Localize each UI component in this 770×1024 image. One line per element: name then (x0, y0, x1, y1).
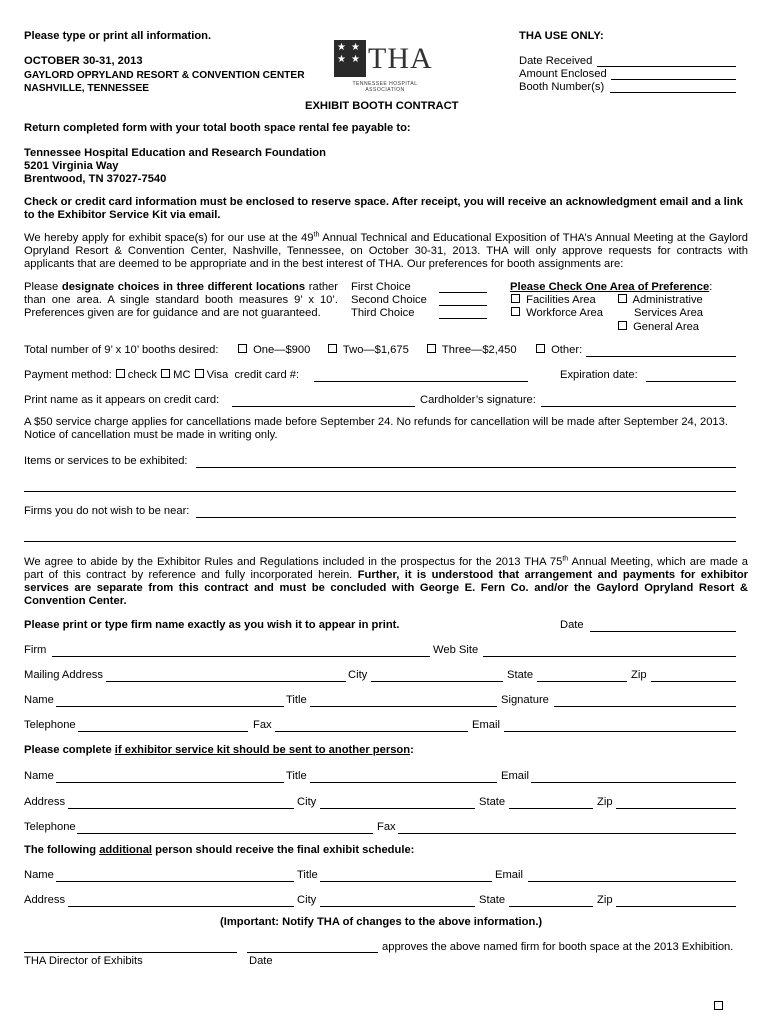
fax-label: Fax (253, 719, 272, 731)
firms-field[interactable] (196, 517, 736, 518)
kit-fax-field[interactable] (398, 833, 736, 834)
apply-text-b: Annual Technical and Educational Exposition of THA’s Annual Meeting at the Gaylord Opryland Resort & Convention Center, Nashville, Tennessee, on October 30-31, 2013. THA will only approve requests for contracts with applicants that are deemed to be appropriate and in the best interest of THA. Our preferences for booth assignments are: (24, 232, 748, 270)
first-choice-label: First Choice (351, 281, 411, 293)
agree-text-b: Annual Meeting, which are made a part of this contract by reference and fully incorporated herein. (24, 556, 748, 581)
additional-section-heading (24, 844, 414, 857)
logo-text: THA (368, 42, 433, 75)
amount-enclosed-label: Amount Enclosed (519, 68, 607, 80)
preferences-instruction (24, 281, 338, 320)
firm-city-field[interactable] (371, 681, 503, 682)
contact-name-label: Name (24, 694, 54, 706)
contact-title-label: Title (286, 694, 307, 706)
approval-text: approves the above named firm for booth space at the 2013 Exhibition. (382, 941, 734, 953)
checkbox-icon[interactable] (511, 307, 520, 316)
additional-heading-b: additional (99, 844, 153, 856)
agreement-paragraph (24, 556, 748, 608)
additional-zip-field[interactable] (616, 906, 736, 907)
cardholder-signature-label: Cardholder’s signature: (420, 394, 536, 406)
workforce-area-option[interactable] (510, 307, 603, 320)
additional-city-label: City (297, 894, 317, 906)
director-signature-field[interactable] (24, 952, 237, 953)
additional-city-field[interactable] (320, 906, 475, 907)
firm-state-label: State (507, 669, 534, 681)
firm-city-label: City (348, 669, 368, 681)
agree-sup: th (562, 555, 569, 563)
checkbox-icon[interactable] (618, 294, 627, 303)
contact-title-field[interactable] (310, 706, 497, 707)
page-checkbox[interactable] (713, 1001, 726, 1014)
director-label: THA Director of Exhibits (24, 955, 143, 967)
additional-address-field[interactable] (68, 906, 294, 907)
email-label: Email (472, 719, 500, 731)
additional-heading-a: The following (24, 844, 100, 856)
first-choice-field[interactable] (439, 292, 487, 293)
booth-one-label: One—$900 (253, 344, 311, 356)
fax-field[interactable] (275, 731, 468, 732)
items-label: Items or services to be exhibited: (24, 455, 188, 467)
application-paragraph (24, 232, 748, 271)
kit-state-label: State (479, 796, 506, 808)
return-instruction: Return completed form with your total booth space rental fee payable to: (24, 122, 411, 134)
check-notice: Check or credit card information must be enclosed to reserve space. After receipt, you will receive an acknowledgment email and a link to the Exhibitor Service Kit via email. (24, 196, 743, 221)
checkbox-icon[interactable] (328, 344, 337, 353)
kit-section-heading (24, 744, 414, 757)
address-line-3: Brentwood, TN 37027-7540 (24, 173, 167, 185)
third-choice-label: Third Choice (351, 307, 415, 319)
checkbox-icon[interactable] (427, 344, 436, 353)
kit-city-label: City (297, 796, 317, 808)
logo-star-block (334, 40, 366, 77)
firm-state-field[interactable] (537, 681, 627, 682)
firm-label: Firm (24, 644, 47, 656)
kit-heading-a: Please complete (24, 744, 115, 756)
checkbox-icon[interactable] (536, 344, 545, 353)
venue-city: NASHVILLE, TENNESSEE (24, 83, 150, 94)
second-choice-field[interactable] (439, 305, 487, 306)
area-heading-colon: : (709, 281, 713, 293)
administrative-label: Administrative (632, 294, 703, 306)
kit-zip-label: Zip (597, 796, 613, 808)
additional-name-label: Name (24, 869, 54, 881)
star-icon: ★ (351, 42, 360, 53)
amount-enclosed-field[interactable] (611, 79, 736, 80)
date-received-label: Date Received (519, 55, 593, 67)
items-field[interactable] (196, 467, 736, 468)
booth-other-option[interactable] (535, 344, 582, 357)
additional-name-field[interactable] (56, 881, 294, 882)
contact-signature-label: Signature (501, 694, 549, 706)
agree-text-a: We agree to abide by the Exhibitor Rules and Regulations included in the prospectus for the 2013 THA 75 (24, 556, 563, 568)
additional-email-label: Email (495, 869, 523, 881)
kit-city-field[interactable] (320, 808, 475, 809)
checkbox-icon[interactable] (238, 344, 247, 353)
star-icon: ★ (351, 54, 360, 65)
expiration-field[interactable] (646, 381, 736, 382)
booth-three-option[interactable] (426, 344, 517, 357)
checkbox-icon[interactable] (195, 369, 204, 378)
booth-other-label: Other: (551, 344, 583, 356)
kit-address-label: Address (24, 796, 66, 808)
mailing-address-label: Mailing Address (24, 669, 103, 681)
booth-three-label: Three—$2,450 (441, 344, 517, 356)
firm-zip-field[interactable] (651, 681, 736, 682)
kit-heading-b: if exhibitor service kit should be sent to another person (114, 744, 411, 756)
star-icon: ★ (337, 42, 346, 53)
general-area-option[interactable] (617, 321, 699, 334)
second-choice-label: Second Choice (351, 294, 427, 306)
booth-two-label: Two—$1,675 (342, 344, 409, 356)
facilities-area-option[interactable] (510, 294, 596, 307)
area-heading-text: Please Check One Area of Preference (510, 281, 710, 293)
kit-title-field[interactable] (310, 782, 497, 783)
checkbox-icon[interactable] (511, 294, 520, 303)
additional-heading-c: person should receive the final exhibit schedule: (152, 844, 415, 856)
page-title: EXHIBIT BOOTH CONTRACT (305, 100, 459, 112)
tha-use-only-label: THA USE ONLY: (519, 30, 604, 42)
date-received-field[interactable] (597, 66, 736, 67)
services-area-label: Services Area (634, 307, 704, 319)
workforce-label: Workforce Area (526, 307, 604, 319)
check-label: check (127, 369, 158, 381)
website-field[interactable] (483, 656, 736, 657)
prefs-text-b: designate choices in three different locations (61, 281, 306, 293)
additional-title-label: Title (297, 869, 318, 881)
cancellation-notice: A $50 service charge applies for cancellations made before September 24. No refunds for cancellation will be made after September 24, 2013. Notice of cancellation must be made in writing only. (24, 416, 728, 441)
agree-text-bold: Further, it is understood that arrangement and payments for exhibitor services are separate from this contract and must be concluded with George E. Fern Co. and/or the Gaylord Opryland Resort & Convention Center. (24, 569, 749, 607)
payment-method-label: Payment method: (24, 369, 112, 381)
kit-telephone-label: Telephone (24, 821, 76, 833)
booth-one-option[interactable] (237, 344, 310, 357)
additional-state-label: State (479, 894, 506, 906)
event-date: OCTOBER 30-31, 2013 (24, 55, 143, 67)
print-name-label: Print name as it appears on credit card: (24, 394, 220, 406)
booth-two-option[interactable] (327, 344, 409, 357)
kit-name-label: Name (24, 770, 54, 782)
venue-name: GAYLORD OPRYLAND RESORT & CONVENTION CENTER (24, 70, 305, 81)
area-preference-heading (510, 281, 712, 294)
payment-method-row (24, 369, 299, 382)
prefs-text-a: Please (24, 281, 62, 293)
kit-fax-label: Fax (377, 821, 396, 833)
tha-logo (334, 40, 436, 94)
checkbox-icon[interactable] (714, 1001, 723, 1010)
general-area-label: General Area (633, 321, 700, 333)
booth-numbers-label: Booth Number(s) (519, 81, 605, 93)
booth-other-field[interactable] (586, 356, 736, 357)
apply-sup: th (313, 231, 320, 239)
firm-section-heading: Please print or type firm name exactly as you wish it to appear in print. (24, 619, 400, 631)
firms-label: Firms you do not wish to be near: (24, 505, 190, 517)
telephone-field[interactable] (78, 731, 248, 732)
website-label: Web Site (433, 644, 479, 656)
credit-card-label: credit card #: (234, 369, 300, 381)
additional-email-field[interactable] (528, 881, 736, 882)
apply-text-a: We hereby apply for exhibit space(s) for our use at the 49 (24, 232, 314, 244)
additional-address-label: Address (24, 894, 66, 906)
logo-subtext: TENNESSEE HOSPITAL ASSOCIATION (352, 81, 418, 93)
approval-date-field[interactable] (247, 952, 378, 953)
kit-address-field[interactable] (68, 808, 294, 809)
cardholder-signature-field[interactable] (541, 406, 736, 407)
mailing-address-field[interactable] (106, 681, 346, 682)
address-line-2: 5201 Virginia Way (24, 160, 119, 172)
important-notice: (Important: Notify THA of changes to the above information.) (220, 916, 543, 928)
approval-date-label: Date (249, 955, 273, 967)
kit-telephone-field[interactable] (77, 833, 373, 834)
items-field-line-2[interactable] (24, 491, 736, 492)
firms-field-line-2[interactable] (24, 541, 736, 542)
instruction-text: Please type or print all information. (24, 30, 212, 42)
kit-title-label: Title (286, 770, 307, 782)
firm-date-field[interactable] (590, 631, 736, 632)
visa-label: Visa (206, 369, 229, 381)
firm-field[interactable] (52, 656, 430, 657)
additional-zip-label: Zip (597, 894, 613, 906)
firm-date-label: Date (560, 619, 584, 631)
contact-name-field[interactable] (56, 706, 284, 707)
checkbox-icon[interactable] (161, 369, 170, 378)
print-name-field[interactable] (232, 406, 415, 407)
checkbox-icon[interactable] (116, 369, 125, 378)
administrative-services-option[interactable] (617, 294, 703, 307)
kit-email-field[interactable] (531, 782, 736, 783)
contact-signature-field[interactable] (554, 706, 736, 707)
kit-heading-c: : (410, 744, 414, 756)
additional-title-field[interactable] (320, 881, 492, 882)
booths-desired-label: Total number of 9’ x 10’ booths desired: (24, 344, 219, 356)
mc-label: MC (173, 369, 191, 381)
address-line-1: Tennessee Hospital Education and Research Foundation (24, 147, 326, 159)
booth-numbers-field[interactable] (610, 92, 736, 93)
checkbox-icon[interactable] (618, 321, 627, 330)
credit-card-field[interactable] (314, 381, 528, 382)
facilities-label: Facilities Area (526, 294, 596, 306)
firm-zip-label: Zip (631, 669, 647, 681)
telephone-label: Telephone (24, 719, 76, 731)
third-choice-field[interactable] (439, 318, 487, 319)
kit-zip-field[interactable] (616, 808, 736, 809)
additional-state-field[interactable] (509, 906, 593, 907)
star-icon: ★ (337, 54, 346, 65)
expiration-label: Expiration date: (560, 369, 638, 381)
kit-name-field[interactable] (56, 782, 284, 783)
prefs-text-c: rather than one area. A single standard booth measures 9’ x 10’. Preferences given are for guidance and are not guaranteed. (24, 281, 338, 319)
email-field[interactable] (504, 731, 736, 732)
kit-email-label: Email (501, 770, 529, 782)
kit-state-field[interactable] (509, 808, 593, 809)
